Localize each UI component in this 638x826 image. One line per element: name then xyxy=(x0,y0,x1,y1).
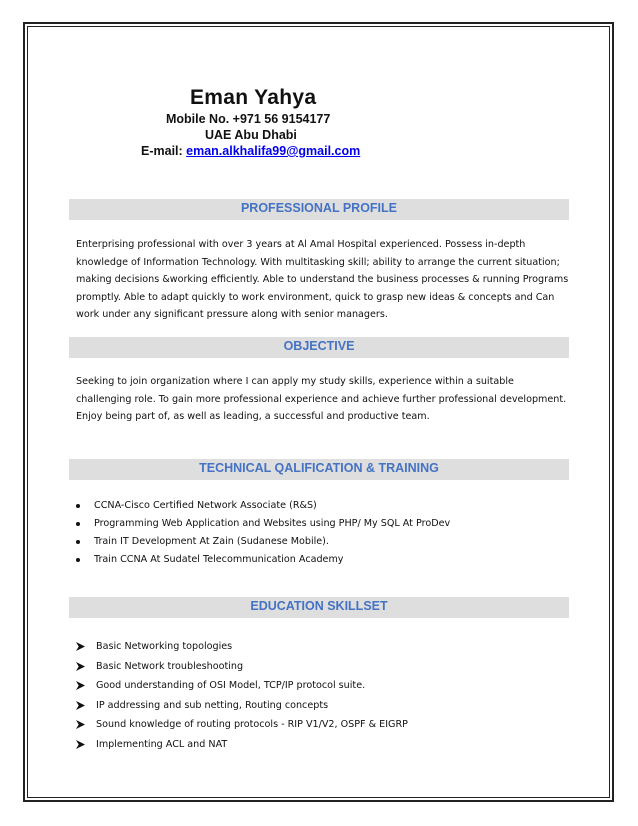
objective-line: challenging role. To gain more professional experience and achieve further professional development. xyxy=(76,393,567,405)
bullet-icon xyxy=(76,540,80,544)
arrow-bullet-icon xyxy=(76,642,85,651)
arrow-bullet-icon xyxy=(76,720,85,729)
list-item-text: Implementing ACL and NAT xyxy=(96,738,228,750)
bullet-icon xyxy=(76,504,80,508)
profile-line: Enterprising professional with over 3 years at Al Amal Hospital experienced. Possess in-depth xyxy=(76,239,526,250)
arrow-bullet-icon xyxy=(76,740,85,749)
bullet-icon xyxy=(76,558,80,562)
list-item xyxy=(76,497,450,515)
email-link[interactable]: eman.alkhalifa99@gmail.com xyxy=(186,144,361,158)
email-line xyxy=(141,144,360,158)
list-item-text: IP addressing and sub netting, Routing concepts xyxy=(96,699,329,711)
list-item-text: Train CCNA At Sudatel Telecommunication Academy xyxy=(94,554,344,565)
profile-line: making decisions &working efficiently. Able to understand the business processes & running Programs xyxy=(76,274,569,286)
list-item xyxy=(76,676,408,696)
arrow-bullet-icon xyxy=(76,662,85,671)
list-item xyxy=(76,515,450,533)
bullet-icon xyxy=(76,522,80,526)
section-title-professional-profile: PROFESSIONAL PROFILE xyxy=(240,201,398,215)
section-education-skillset xyxy=(69,597,569,618)
list-item xyxy=(76,551,450,569)
list-item-text: Train IT Development At Zain (Sudanese Mobile). xyxy=(94,536,329,547)
list-item xyxy=(76,657,408,677)
profile-line: knowledge of Information Technology. With multitasking skill; ability to arrange the current situation; xyxy=(76,256,560,268)
list-item xyxy=(76,637,408,657)
list-item-text: Programming Web Application and Websites using PHP/ My SQL At ProDev xyxy=(94,518,451,529)
technical-list xyxy=(76,497,450,569)
list-item xyxy=(76,696,408,716)
email-label: E-mail: xyxy=(141,144,187,158)
objective-line: Seeking to join organization where I can apply my study skills, experience within a suitable xyxy=(76,376,514,387)
section-technical-qualification xyxy=(69,459,569,480)
objective-text xyxy=(76,373,576,426)
arrow-bullet-icon xyxy=(76,681,85,690)
education-list xyxy=(76,637,408,754)
profile-text xyxy=(76,236,576,324)
list-item-text: Good understanding of OSI Model, TCP/IP protocol suite. xyxy=(96,680,366,691)
section-professional-profile xyxy=(69,199,569,220)
mobile-number: Mobile No. +971 56 9154177 xyxy=(166,112,331,126)
section-title-education: EDUCATION SKILLSET xyxy=(250,599,388,613)
candidate-name: Eman Yahya xyxy=(190,86,317,109)
objective-line: Enjoy being part of, as well as leading, a successful and productive team. xyxy=(76,411,430,423)
list-item xyxy=(76,533,450,551)
profile-line: work under any significant pressure along with senior managers. xyxy=(76,309,388,321)
list-item-text: Basic Networking topologies xyxy=(96,641,233,652)
arrow-bullet-icon xyxy=(76,701,85,710)
list-item-text: Basic Network troubleshooting xyxy=(96,660,244,672)
profile-line: promptly. Able to adapt quickly to work environment, quick to grasp new ideas & concepts and Can xyxy=(76,291,555,303)
list-item-text: CCNA-Cisco Certified Network Associate (R&S) xyxy=(94,500,317,511)
location: UAE Abu Dhabi xyxy=(205,128,297,142)
section-objective xyxy=(69,337,569,358)
section-title-objective: OBJECTIVE xyxy=(283,339,355,353)
section-title-technical: TECHNICAL QALIFICATION & TRAINING xyxy=(199,461,439,475)
list-item xyxy=(76,715,408,735)
list-item xyxy=(76,735,408,755)
list-item-text: Sound knowledge of routing protocols - RIP V1/V2, OSPF & EIGRP xyxy=(96,719,408,730)
